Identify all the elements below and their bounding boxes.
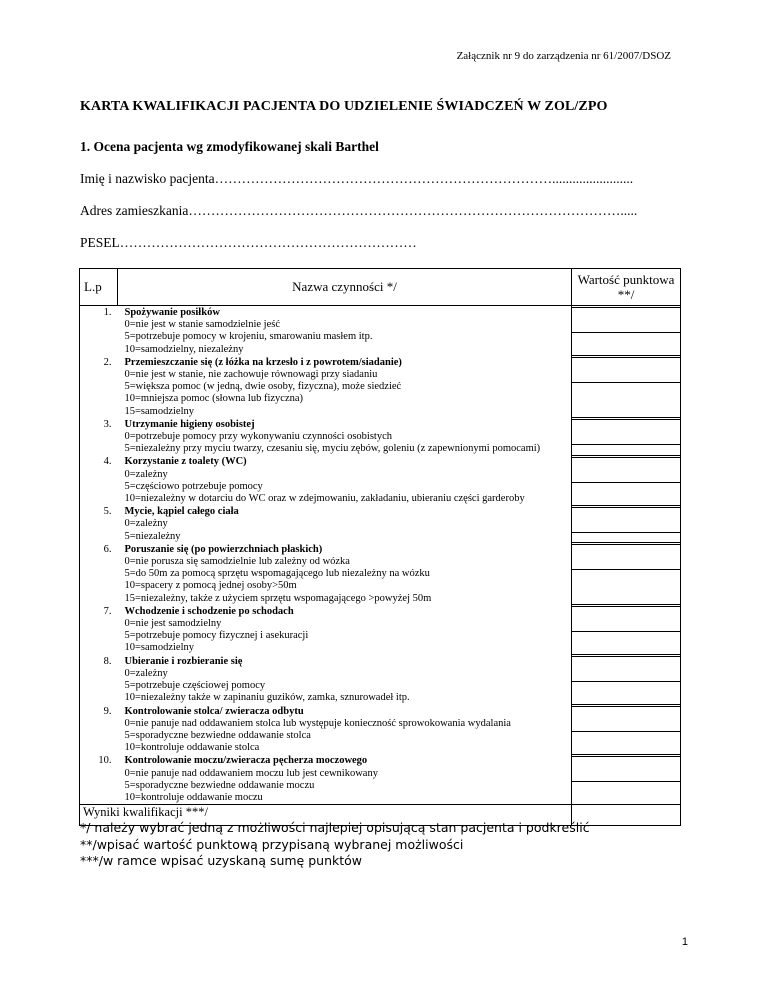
item-option[interactable]: 0=nie panuje nad oddawaniem stolca lub występuje konieczność sprowokowania wydalania xyxy=(124,717,511,729)
point-value-box[interactable] xyxy=(571,357,681,383)
item-title: Kontrolowanie moczu/zwieracza pęcherza moczowego xyxy=(124,755,368,767)
item-option[interactable]: 5=częściowo potrzebuje pomocy xyxy=(124,480,263,492)
point-value-box[interactable] xyxy=(571,756,681,782)
point-value-cell xyxy=(572,505,681,543)
point-value-box[interactable] xyxy=(571,457,681,483)
item-option[interactable]: 10=niezależny w dotarciu do WC oraz w zdejmowaniu, zakładaniu, ubieraniu części garderoby xyxy=(124,493,525,505)
table-header-row xyxy=(80,269,681,306)
point-value-cell xyxy=(572,754,681,804)
item-number: 5. xyxy=(80,505,118,543)
footnote-3: ***/w ramce wpisać uzyskaną sumę punktów xyxy=(80,853,363,868)
item-number: 3. xyxy=(80,418,118,456)
item-option[interactable]: 10=spacery z pomocą jednej osoby>50m xyxy=(124,580,297,592)
item-option[interactable]: 0=nie porusza się samodzielnie lub zależny od wózka xyxy=(124,556,350,568)
point-value-cell xyxy=(572,356,681,418)
header-activity-name: Nazwa czynności */ xyxy=(118,269,572,306)
footnotes xyxy=(80,820,590,870)
item-option[interactable]: 5=potrzebuje częściowej pomocy xyxy=(124,680,266,692)
header-lp: L.p xyxy=(80,269,118,306)
table-row xyxy=(80,455,681,505)
table-row xyxy=(80,754,681,804)
point-value-cell xyxy=(572,705,681,755)
patient-name-field: Imię i nazwisko pacjenta…………………………………………………………………........................ xyxy=(80,171,634,186)
item-option[interactable]: 0=zależny xyxy=(124,518,168,530)
table-row xyxy=(80,418,681,456)
item-option[interactable]: 5=sporadyczne bezwiedne oddawanie stolca xyxy=(124,729,311,741)
item-number: 1. xyxy=(80,306,118,356)
item-number: 10. xyxy=(80,754,118,804)
point-value-cell xyxy=(572,605,681,655)
page-title: KARTA KWALIFIKACJI PACJENTA DO UDZIELENIE ŚWIADCZEŃ W ZOL/ZPO xyxy=(80,99,608,114)
item-option[interactable]: 0=nie jest w stanie, nie zachowuje równowagi przy siadaniu xyxy=(124,369,378,381)
item-option[interactable]: 5=potrzebuje pomocy w krojeniu, smarowaniu masłem itp. xyxy=(124,331,373,343)
point-value-box[interactable] xyxy=(571,544,681,570)
header-point-value: Wartość punktowa **/ xyxy=(572,269,681,306)
item-option[interactable]: 0=nie panuje nad oddawaniem moczu lub jest cewnikowany xyxy=(124,767,378,779)
item-number: 7. xyxy=(80,605,118,655)
item-option[interactable]: 5=potrzebuje pomocy fizycznej i asekuracji xyxy=(124,630,309,642)
address-field: Adres zamieszkania……………………………………………………………………………………..... xyxy=(80,203,638,218)
item-option[interactable]: 10=kontroluje oddawanie moczu xyxy=(124,791,263,803)
table-row xyxy=(80,543,681,605)
item-description xyxy=(118,356,572,418)
page-number: 1 xyxy=(681,936,688,948)
item-description xyxy=(118,543,572,605)
point-value-box[interactable] xyxy=(571,307,681,333)
table-row xyxy=(80,306,681,356)
point-value-cell xyxy=(572,306,681,356)
point-value-cell xyxy=(572,418,681,456)
item-title: Utrzymanie higieny osobistej xyxy=(124,418,255,430)
point-value-box[interactable] xyxy=(571,656,681,682)
item-title: Ubieranie i rozbieranie się xyxy=(124,655,243,667)
item-number: 2. xyxy=(80,356,118,418)
attachment-note: Załącznik nr 9 do zarządzenia nr 61/2007/DSOZ xyxy=(456,50,671,62)
result-label: Wyniki kwalifikacji ***/ xyxy=(80,805,572,826)
item-title: Kontrolowanie stolca/ zwieracza odbytu xyxy=(124,705,304,717)
item-option[interactable]: 10=mniejsza pomoc (słowna lub fizyczna) xyxy=(124,393,304,405)
pesel-field: PESEL………………………………………………………… xyxy=(80,235,417,250)
item-option[interactable]: 10=niezależny także w zapinaniu guzików, zamka, sznurowadeł itp. xyxy=(124,692,410,704)
item-description xyxy=(118,418,572,456)
item-number: 4. xyxy=(80,455,118,505)
item-title: Przemieszczanie się (z łóżka na krzesło i z powrotem/siadanie) xyxy=(124,356,402,368)
item-title: Korzystanie z toalety (WC) xyxy=(124,456,247,468)
item-title: Wchodzenie i schodzenie po schodach xyxy=(124,605,294,617)
item-description xyxy=(118,505,572,543)
item-number: 6. xyxy=(80,543,118,605)
table-row xyxy=(80,356,681,418)
item-option[interactable]: 0=nie jest samodzielny xyxy=(124,618,222,630)
item-description xyxy=(118,754,572,804)
item-option[interactable]: 5=niezależny xyxy=(124,530,181,542)
item-option[interactable]: 15=niezależny, także z użyciem sprzętu wspomagającego >powyżej 50m xyxy=(124,592,432,604)
table-row xyxy=(80,505,681,543)
item-description xyxy=(118,605,572,655)
item-option[interactable]: 5=do 50m za pomocą sprzętu wspomagającego lub niezależny na wózku xyxy=(124,568,430,580)
item-description xyxy=(118,655,572,705)
item-option[interactable]: 5=niezależny przy myciu twarzy, czesaniu się, myciu zębów, goleniu (z zapewnionymi pomocami) xyxy=(124,443,541,455)
item-number: 8. xyxy=(80,655,118,705)
table-row xyxy=(80,655,681,705)
item-description xyxy=(118,455,572,505)
point-value-cell xyxy=(572,543,681,605)
item-title: Mycie, kąpiel całego ciała xyxy=(124,506,239,518)
item-option[interactable]: 10=samodzielny xyxy=(124,642,194,654)
item-option[interactable]: 10=samodzielny, niezależny xyxy=(124,343,244,355)
section-title: 1. Ocena pacjenta wg zmodyfikowanej skali Barthel xyxy=(80,139,379,154)
barthel-table xyxy=(79,268,681,826)
item-description xyxy=(118,705,572,755)
item-option[interactable]: 5=sporadyczne bezwiedne oddawanie moczu xyxy=(124,779,315,791)
point-value-box[interactable] xyxy=(571,419,681,445)
item-option[interactable]: 0=nie jest w stanie samodzielnie jeść xyxy=(124,319,281,331)
item-option[interactable]: 0=zależny xyxy=(124,667,168,679)
point-value-cell xyxy=(572,455,681,505)
point-value-box[interactable] xyxy=(571,507,681,533)
point-value-box[interactable] xyxy=(571,706,681,732)
footnote-2: **/wpisać wartość punktową przypisaną wybranej możliwości xyxy=(80,836,464,852)
footnote-1: */ należy wybrać jedną z możliwości najlepiej opisującą stan pacjenta i podkreślić xyxy=(80,820,590,835)
table-row xyxy=(80,605,681,655)
item-option[interactable]: 5=większa pomoc (w jedną, dwie osoby, fizyczna), może siedzieć xyxy=(124,381,402,393)
point-value-box[interactable] xyxy=(571,606,681,632)
item-title: Poruszanie się (po powierzchniach płaskich) xyxy=(124,543,323,555)
item-title: Spożywanie posiłków xyxy=(124,307,220,318)
item-option[interactable]: 15=samodzielny xyxy=(124,405,194,417)
item-description xyxy=(118,306,572,356)
point-value-cell xyxy=(572,655,681,705)
item-number: 9. xyxy=(80,705,118,755)
item-option[interactable]: 0=zależny xyxy=(124,468,168,480)
item-option[interactable]: 10=kontroluje oddawanie stolca xyxy=(124,742,260,754)
item-option[interactable]: 0=potrzebuje pomocy przy wykonywaniu czynności osobistych xyxy=(124,431,392,443)
table-row xyxy=(80,705,681,755)
